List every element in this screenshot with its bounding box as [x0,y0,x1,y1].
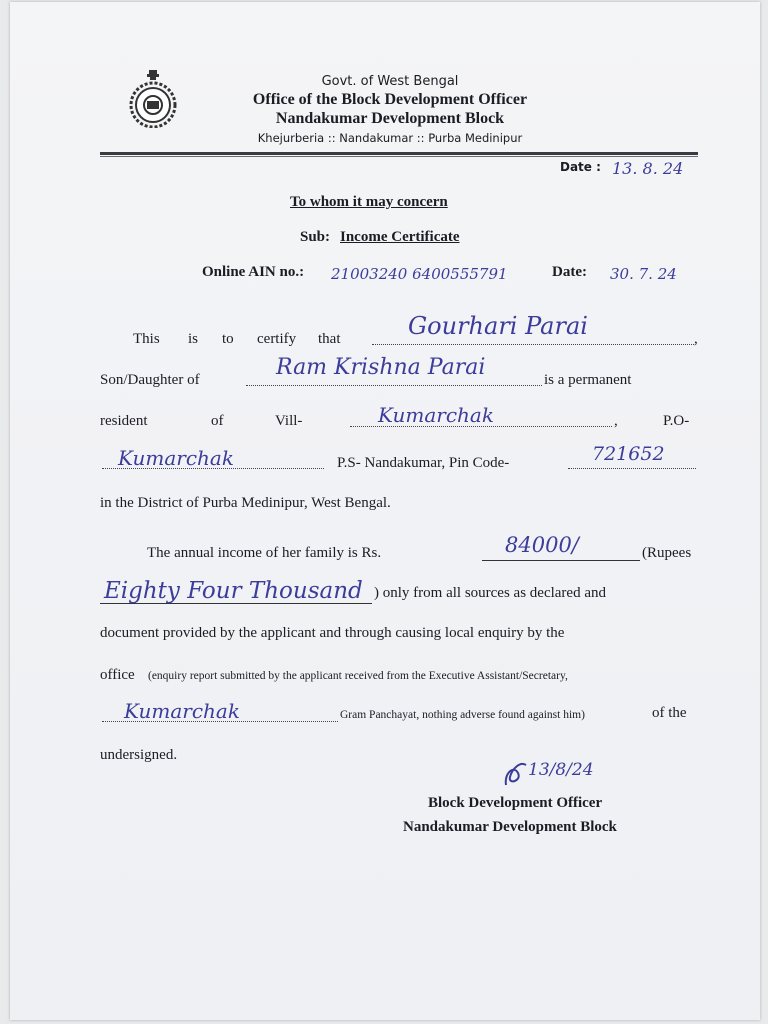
ain-date-label: Date: [552,264,587,280]
pin-dotted-line [568,468,696,469]
name-dotted-line [372,344,694,345]
post-office-name: Kumarchak [118,446,234,470]
district-line: in the District of Purba Medinipur, West Bengal. [100,495,391,511]
certify-word-to: to [222,331,234,347]
block-title: Nandakumar Development Block [275,110,505,127]
income-amount: 84000/ [505,533,579,557]
income-in-words: Eighty Four Thousand [104,578,363,604]
name-comma: , [694,331,698,347]
west-bengal-emblem-icon [128,70,178,128]
ps-pin-label: P.S- Nandakumar, Pin Code- [337,455,510,471]
of-word: of [211,413,224,429]
date-label: Date : [560,160,601,174]
po-label: P.O- [663,413,690,429]
signature-date: 13/8/24 [528,760,594,780]
certify-word-is: is [188,331,199,347]
office-address: Khejurberia :: Nandakumar :: Purba Medinipur [257,131,523,145]
date-value: 13. 8. 24 [612,159,684,178]
document-provided-text: document provided by the applicant and through causing local enquiry by the [100,625,565,641]
ain-label: Online AIN no.: [202,264,305,280]
village-name: Kumarchak [378,403,494,427]
resident-word: resident [100,413,148,429]
ain-value: 21003240 6400555791 [331,265,508,283]
header-rule [100,152,698,155]
header-rule-thin [100,156,698,157]
certify-word-certify: certify [257,331,297,347]
officer-designation: Block Development Officer [428,795,603,811]
vill-label: Vill- [275,413,303,429]
amount-underline [482,560,640,561]
applicant-name: Gourhari Parai [408,312,588,340]
of-the-text: of the [652,705,687,721]
undersigned-text: undersigned. [100,747,178,763]
parent-name: Ram Krishna Parai [276,355,486,380]
village-comma: , [614,413,618,429]
pin-code: 721652 [592,443,665,465]
certify-word-this: This [133,331,160,347]
govt-line: Govt. of West Bengal [321,74,459,89]
income-prefix: The annual income of her family is Rs. [147,545,382,561]
subject-prefix: Sub: [300,229,331,245]
permanent-text: is a permanent [544,372,632,388]
gram-panchayat-name: Kumarchak [124,699,240,723]
office-title: Office of the Block Development Officer [252,91,528,108]
rupees-label: (Rupees [642,545,692,561]
ain-date-value: 30. 7. 24 [610,265,677,283]
office-word: office [100,667,135,683]
gp-suffix-text: Gram Panchayat, nothing adverse found against him) [340,709,585,721]
document-title: To whom it may concern [290,194,448,210]
subject-text: Income Certificate [340,229,460,245]
son-daughter-label: Son/Daughter of [100,372,200,388]
certify-word-that: that [318,331,341,347]
parent-dotted-line [246,385,542,386]
after-words-text: ) only from all sources as declared and [374,585,606,601]
officer-block: Nandakumar Development Block [403,819,617,835]
enquiry-text: (enquiry report submitted by the applicant received from the Executive Assistant/Secretary, [148,670,568,682]
